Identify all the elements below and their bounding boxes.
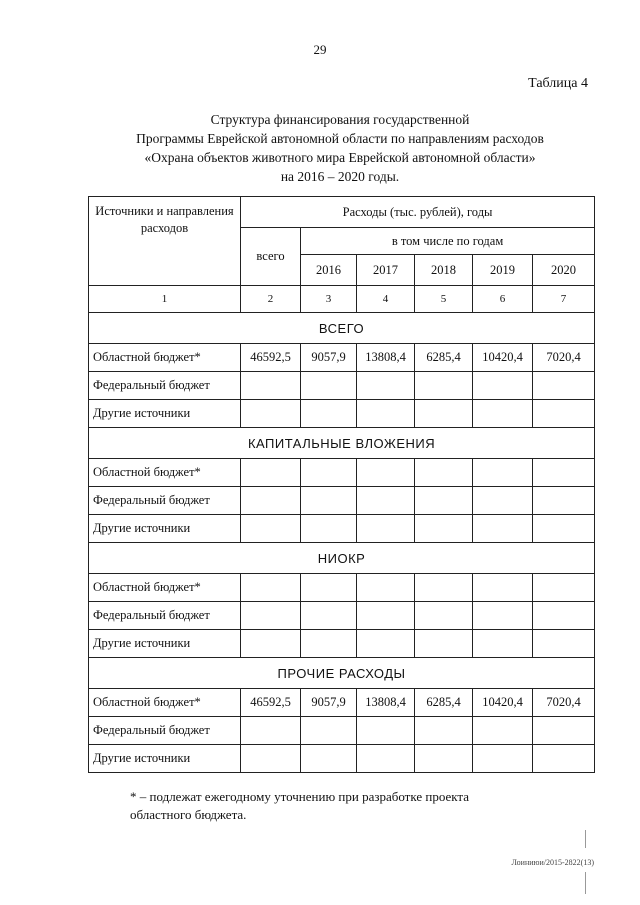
value-cell <box>533 487 595 515</box>
value-cell <box>415 487 473 515</box>
row-source: Другие источники <box>89 400 241 428</box>
table-row <box>89 630 595 658</box>
value-cell <box>533 630 595 658</box>
table-row <box>89 400 595 428</box>
value-cell <box>241 717 301 745</box>
value-cell: 13808,4 <box>357 344 415 372</box>
value-cell <box>241 745 301 773</box>
value-cell <box>301 372 357 400</box>
value-cell <box>473 717 533 745</box>
footnote-line-1: * – подлежат ежегодному уточнению при разработке проекта <box>130 789 470 804</box>
value-cell <box>473 372 533 400</box>
table-row <box>89 515 595 543</box>
header-sources: Источники и направления расходов <box>89 197 241 286</box>
value-cell <box>241 372 301 400</box>
value-cell <box>533 515 595 543</box>
header-year: 2018 <box>415 255 473 286</box>
value-cell: 10420,4 <box>473 689 533 717</box>
header-by-year: в том числе по годам <box>301 228 595 255</box>
row-source: Федеральный бюджет <box>89 487 241 515</box>
value-cell <box>473 459 533 487</box>
title-line-3: «Охрана объектов животного мира Еврейской автономной области» <box>144 150 536 165</box>
section-title: ВСЕГО <box>89 313 595 344</box>
value-cell <box>533 745 595 773</box>
value-cell <box>533 574 595 602</box>
row-source: Другие источники <box>89 745 241 773</box>
value-cell <box>301 487 357 515</box>
value-cell <box>415 400 473 428</box>
row-source: Другие источники <box>89 515 241 543</box>
value-cell <box>301 574 357 602</box>
value-cell <box>533 459 595 487</box>
value-cell <box>301 630 357 658</box>
scan-mark <box>585 830 586 848</box>
value-cell <box>415 630 473 658</box>
value-cell <box>357 745 415 773</box>
row-source: Федеральный бюджет <box>89 372 241 400</box>
value-cell <box>533 372 595 400</box>
value-cell <box>357 630 415 658</box>
header-year: 2016 <box>301 255 357 286</box>
value-cell <box>357 574 415 602</box>
value-cell <box>473 487 533 515</box>
section-title: КАПИТАЛЬНЫЕ ВЛОЖЕНИЯ <box>89 428 595 459</box>
column-number: 3 <box>301 286 357 313</box>
value-cell <box>357 400 415 428</box>
value-cell: 6285,4 <box>415 344 473 372</box>
row-source: Другие источники <box>89 630 241 658</box>
header-year: 2017 <box>357 255 415 286</box>
value-cell <box>357 487 415 515</box>
footnote-line-2: областного бюджета. <box>130 807 247 822</box>
table-row <box>89 689 595 717</box>
value-cell <box>533 717 595 745</box>
section-title: НИОКР <box>89 543 595 574</box>
value-cell <box>415 745 473 773</box>
table-label: Таблица 4 <box>528 76 588 91</box>
value-cell <box>301 602 357 630</box>
financing-table <box>88 196 595 773</box>
value-cell <box>473 602 533 630</box>
value-cell <box>241 602 301 630</box>
page-number: 29 <box>313 42 327 57</box>
value-cell <box>301 459 357 487</box>
table-row <box>89 717 595 745</box>
title-line-1: Структура финансирования государственной <box>210 112 470 127</box>
value-cell <box>357 459 415 487</box>
column-number: 6 <box>473 286 533 313</box>
value-cell: 9057,9 <box>301 689 357 717</box>
section-row <box>89 428 595 459</box>
value-cell <box>301 717 357 745</box>
row-source: Областной бюджет* <box>89 689 241 717</box>
value-cell <box>473 400 533 428</box>
row-source: Федеральный бюджет <box>89 717 241 745</box>
header-year: 2019 <box>473 255 533 286</box>
table-row <box>89 745 595 773</box>
value-cell: 9057,9 <box>301 344 357 372</box>
document-title <box>90 110 590 186</box>
title-line-2: Программы Еврейской автономной области по направлениям расходов <box>136 131 544 146</box>
value-cell <box>357 717 415 745</box>
section-title: ПРОЧИЕ РАСХОДЫ <box>89 658 595 689</box>
value-cell: 13808,4 <box>357 689 415 717</box>
column-number: 2 <box>241 286 301 313</box>
row-source: Областной бюджет* <box>89 344 241 372</box>
row-source: Областной бюджет* <box>89 574 241 602</box>
document-code: Лоиниюи/2015-2822(13) <box>511 858 594 867</box>
value-cell <box>473 515 533 543</box>
table-row <box>89 459 595 487</box>
value-cell <box>473 745 533 773</box>
column-number: 5 <box>415 286 473 313</box>
section-row <box>89 313 595 344</box>
footnote <box>130 788 469 824</box>
value-cell <box>357 602 415 630</box>
section-row <box>89 543 595 574</box>
value-cell: 6285,4 <box>415 689 473 717</box>
value-cell <box>473 630 533 658</box>
value-cell <box>415 372 473 400</box>
value-cell <box>241 574 301 602</box>
column-number: 1 <box>89 286 241 313</box>
value-cell <box>415 602 473 630</box>
value-cell <box>415 459 473 487</box>
value-cell <box>241 400 301 428</box>
value-cell <box>357 515 415 543</box>
value-cell <box>301 400 357 428</box>
title-line-4: на 2016 – 2020 годы. <box>280 169 400 184</box>
value-cell <box>241 487 301 515</box>
value-cell <box>415 574 473 602</box>
value-cell <box>415 717 473 745</box>
value-cell <box>301 515 357 543</box>
value-cell: 7020,4 <box>533 344 595 372</box>
value-cell <box>301 745 357 773</box>
value-cell: 46592,5 <box>241 344 301 372</box>
value-cell <box>533 400 595 428</box>
column-numbers-row <box>89 286 595 313</box>
value-cell: 10420,4 <box>473 344 533 372</box>
column-number: 7 <box>533 286 595 313</box>
value-cell <box>533 602 595 630</box>
value-cell <box>241 459 301 487</box>
row-source: Федеральный бюджет <box>89 602 241 630</box>
header-expenses: Расходы (тыс. рублей), годы <box>241 197 595 228</box>
value-cell <box>473 574 533 602</box>
header-year: 2020 <box>533 255 595 286</box>
row-source: Областной бюджет* <box>89 459 241 487</box>
table-row <box>89 372 595 400</box>
table-row <box>89 602 595 630</box>
scan-mark <box>585 872 586 894</box>
table-row <box>89 574 595 602</box>
value-cell: 46592,5 <box>241 689 301 717</box>
value-cell <box>357 372 415 400</box>
value-cell <box>241 515 301 543</box>
value-cell <box>241 630 301 658</box>
value-cell: 7020,4 <box>533 689 595 717</box>
table-row <box>89 487 595 515</box>
header-total: всего <box>241 228 301 286</box>
section-row <box>89 658 595 689</box>
table-row <box>89 344 595 372</box>
value-cell <box>415 515 473 543</box>
column-number: 4 <box>357 286 415 313</box>
